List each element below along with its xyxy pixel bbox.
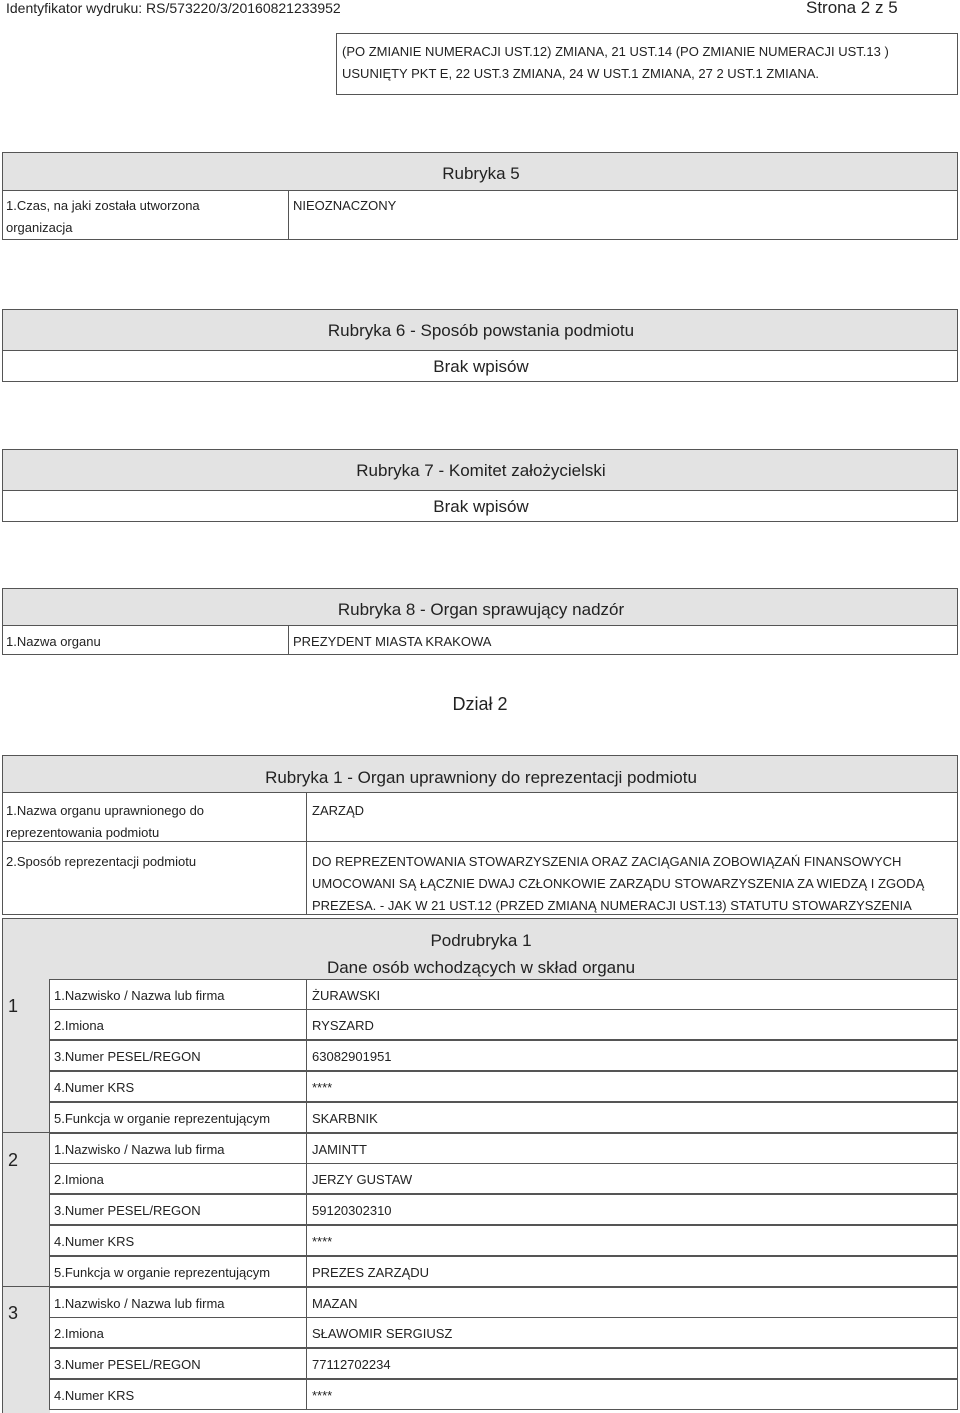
person-row-label xyxy=(49,1317,307,1348)
row-value-text: ŻURAWSKI xyxy=(312,988,381,1003)
rubryka-5-label-line-1: 1.Czas, na jaki została utworzona xyxy=(6,198,200,213)
person-row-value xyxy=(306,979,958,1010)
person-row-label xyxy=(49,1009,307,1040)
row-label-text: 1.Nazwisko / Nazwa lub firma xyxy=(54,988,225,1003)
row-label-text: 4.Numer KRS xyxy=(54,1080,135,1095)
rubryka-8-label-cell xyxy=(2,625,289,655)
row-label-text: 1.Nazwisko / Nazwa lub firma xyxy=(54,1296,225,1311)
rubryka-5-value-cell xyxy=(288,190,958,240)
rubryka-6-body xyxy=(2,350,958,382)
row-value-text: **** xyxy=(312,1388,333,1403)
row-value-text: **** xyxy=(312,1234,333,1249)
rubryka-8-value: PREZYDENT MIASTA KRAKOWA xyxy=(293,634,492,649)
page-header xyxy=(0,0,960,22)
note-line-1: (PO ZMIANIE NUMERACJI UST.12) ZMIANA, 21 UST.14 (PO ZMIANIE NUMERACJI UST.13 ) xyxy=(342,44,889,59)
person-row-label xyxy=(49,1071,307,1102)
section-title: Dział 2 xyxy=(452,694,508,714)
rubryka-5-title: Rubryka 5 xyxy=(442,164,520,183)
person-row-value xyxy=(306,1225,958,1256)
row-label-text: 2.Imiona xyxy=(54,1018,104,1033)
row-label-text: 5.Funkcja w organie reprezentującym xyxy=(54,1111,271,1126)
row-label-text: 5.Funkcja w organie reprezentującym xyxy=(54,1265,271,1280)
rubryka-1-value1: ZARZĄD xyxy=(312,803,364,818)
podrubryka-title: Podrubryka 1 xyxy=(430,931,532,950)
person-row-value xyxy=(306,1256,958,1287)
row-label-text: 3.Numer PESEL/REGON xyxy=(54,1049,201,1064)
person-row-value xyxy=(306,1317,958,1348)
rubryka-6-value: Brak wpisów xyxy=(433,357,529,376)
person-separator xyxy=(2,1286,50,1287)
person-row-label xyxy=(49,1379,307,1410)
person-row-value xyxy=(306,1040,958,1071)
person-number: 1 xyxy=(8,996,19,1016)
person-row-value xyxy=(306,1379,958,1410)
persons-rows xyxy=(0,979,960,1413)
rubryka-8-header xyxy=(2,588,958,626)
person-number: 2 xyxy=(8,1150,19,1170)
person-row-label xyxy=(49,1194,307,1225)
rubryka-1-label1-line-2: reprezentowania podmiotu xyxy=(6,825,160,840)
person-row-label xyxy=(49,1133,307,1164)
person-number: 3 xyxy=(8,1303,19,1323)
row-value-text: JAMINTT xyxy=(312,1142,367,1157)
rubryka-1-value2-line-2: UMOCOWANI SĄ ŁĄCZNIE DWAJ CZŁONKOWIE ZARZĄDU STOWARZYSZENIA ZA WIEDZĄ I ZGODĄ xyxy=(312,876,925,891)
note-line-2: USUNIĘTY PKT E, 22 UST.3 ZMIANA, 24 W UST.1 ZMIANA, 27 2 UST.1 ZMIANA. xyxy=(342,66,820,81)
rubryka-1-label1-cell xyxy=(2,792,307,842)
row-value-text: SKARBNIK xyxy=(312,1111,378,1126)
person-row-label xyxy=(49,1102,307,1133)
rubryka-8-label: 1.Nazwa organu xyxy=(6,634,101,649)
person-row-label xyxy=(49,1256,307,1287)
person-row-label xyxy=(49,1348,307,1379)
row-label-text: 4.Numer KRS xyxy=(54,1388,135,1403)
podrubryka-header xyxy=(2,918,958,980)
row-value-text: **** xyxy=(312,1080,333,1095)
rubryka-5-value: NIEOZNACZONY xyxy=(293,198,397,213)
rubryka-1-value1-cell xyxy=(306,792,958,842)
row-label-text: 1.Nazwisko / Nazwa lub firma xyxy=(54,1142,225,1157)
person-row-value xyxy=(306,1287,958,1318)
person-row-label xyxy=(49,1163,307,1194)
person-row-label xyxy=(49,979,307,1010)
person-row-value xyxy=(306,1348,958,1379)
row-value-text: 77112702234 xyxy=(312,1357,391,1372)
person-row-value xyxy=(306,1194,958,1225)
row-label-text: 3.Numer PESEL/REGON xyxy=(54,1203,201,1218)
rubryka-5-label-line-2: organizacja xyxy=(6,220,73,235)
rubryka-7-header xyxy=(2,449,958,491)
podrubryka-subtitle: Dane osób wchodzących w skład organu xyxy=(326,958,636,977)
rubryka-7-title: Rubryka 7 - Komitet założycielski xyxy=(356,461,606,480)
person-row-label xyxy=(49,1287,307,1318)
rubryka-1-value2-cell xyxy=(306,841,958,915)
person-row-value xyxy=(306,1133,958,1164)
person-row-value xyxy=(306,1163,958,1194)
rubryka-6-header xyxy=(2,309,958,351)
page-number: Strona 2 z 5 xyxy=(806,0,898,17)
row-value-text: 63082901951 xyxy=(312,1049,392,1064)
print-identifier: Identyfikator wydruku: RS/573220/3/20160821233952 xyxy=(6,0,341,16)
person-row-label xyxy=(49,1225,307,1256)
row-label-text: 2.Imiona xyxy=(54,1326,104,1341)
rubryka-1-label2-cell xyxy=(2,841,307,915)
rubryka-1-value2-line-1: DO REPREZENTOWANIA STOWARZYSZENIA ORAZ ZACIĄGANIA ZOBOWIĄZAŃ FINANSOWYCH xyxy=(312,854,902,869)
person-row-value xyxy=(306,1009,958,1040)
row-value-text: SŁAWOMIR SERGIUSZ xyxy=(312,1326,453,1341)
row-value-text: RYSZARD xyxy=(312,1018,374,1033)
person-row-label xyxy=(49,1040,307,1071)
rubryka-7-value: Brak wpisów xyxy=(433,497,529,516)
persons-table xyxy=(0,979,960,1413)
rubryka-1-title: Rubryka 1 - Organ uprawniony do reprezentacji podmiotu xyxy=(265,768,697,787)
row-value-text: JERZY GUSTAW xyxy=(312,1172,413,1187)
rubryka-6-title: Rubryka 6 - Sposób powstania podmiotu xyxy=(327,321,635,340)
row-value-text: MAZAN xyxy=(312,1296,358,1311)
row-value-text: 59120302310 xyxy=(312,1203,392,1218)
row-label-text: 3.Numer PESEL/REGON xyxy=(54,1357,201,1372)
person-row-value xyxy=(306,1071,958,1102)
person-row-value xyxy=(306,1102,958,1133)
continuation-note xyxy=(336,33,958,95)
row-label-text: 2.Imiona xyxy=(54,1172,104,1187)
rubryka-1-label1-line-1: 1.Nazwa organu uprawnionego do xyxy=(6,803,205,818)
row-label-text: 4.Numer KRS xyxy=(54,1234,135,1249)
person-separator xyxy=(2,1132,50,1133)
rubryka-8-title: Rubryka 8 - Organ sprawujący nadzór xyxy=(337,600,625,619)
rubryka-5-label-cell xyxy=(2,190,289,240)
rubryka-1-label2: 2.Sposób reprezentacji podmiotu xyxy=(6,854,197,869)
rubryka-1-value2-line-3: PREZESA. - JAK W 21 UST.12 (PRZED ZMIANĄ NUMERACJI UST.13) STATUTU STOWARZYSZENIA xyxy=(312,898,912,913)
row-value-text: PREZES ZARZĄDU xyxy=(312,1265,430,1280)
rubryka-7-body xyxy=(2,490,958,522)
rubryka-8-value-cell xyxy=(288,625,958,655)
